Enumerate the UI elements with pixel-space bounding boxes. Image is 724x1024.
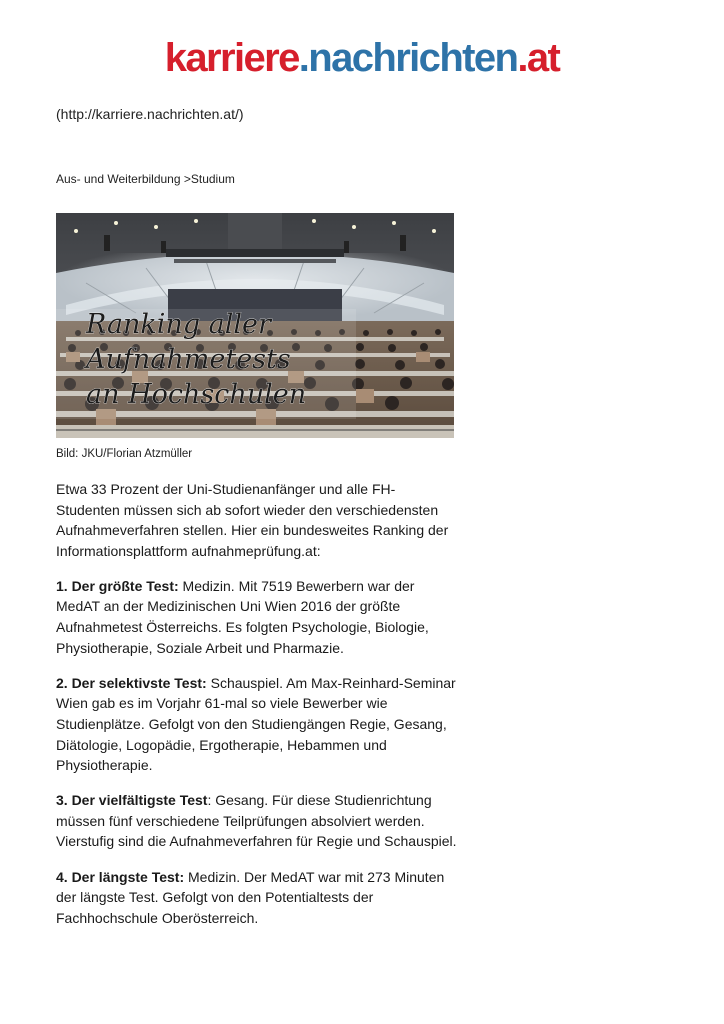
breadcrumb[interactable]: Aus- und Weiterbildung >Studium xyxy=(56,172,235,186)
hero-title-line-1: Ranking aller xyxy=(86,309,271,340)
ranking-item-3-label: 3. Der vielfältigste Test xyxy=(56,792,208,809)
intro-paragraph: Etwa 33 Prozent der Uni-Studienanfänger und alle FH-Studenten müssen sich ab sofort wieder den verschiedensten Aufnahmeverfahren stellen. Hier ein bundesweites Ranking der Informationsplattform aufnahmeprüfung.at: xyxy=(56,481,449,559)
ranking-item-4-label: 4. Der längste Test: xyxy=(56,868,185,885)
article-body xyxy=(56,479,458,943)
ranking-item-2 xyxy=(56,673,458,776)
ranking-item-2-label: 2. Der selektivste Test: xyxy=(56,674,207,691)
hero-title-line-2: Aufnahmetests xyxy=(86,344,291,375)
logo-karriere: karriere xyxy=(164,36,299,80)
ranking-item-1 xyxy=(56,576,458,658)
ranking-item-3-text: : Gesang. Für diese Studienrichtung müssen fünf verschiedene Teilprüfungen absolviert werden. Vierstufig sind die Aufnahmeverfahren für Regie und Schauspiel. xyxy=(56,792,457,850)
image-caption: Bild: JKU/Florian Atzmüller xyxy=(56,448,193,460)
ranking-item-4 xyxy=(56,867,458,929)
site-logo[interactable] xyxy=(0,34,724,82)
logo-nachrichten: .nachrichten xyxy=(298,36,518,80)
source-url[interactable]: (http://karriere.nachrichten.at/) xyxy=(56,106,244,122)
ranking-item-1-text: Medizin. Mit 7519 Bewerbern war der MedAT an der Medizinischen Uni Wien 2016 der größte Aufnahmetest Österreichs. Es folgten Psychologie, Biologie, Physiotherapie, Soziale Arbeit und Pharmazie. xyxy=(56,577,429,656)
lecture-hall-photo xyxy=(56,213,454,438)
hero-title-line-3: an Hochschulen xyxy=(86,379,307,410)
hero-image xyxy=(56,213,454,438)
ranking-item-3 xyxy=(56,790,458,852)
ranking-item-1-label: 1. Der größte Test: xyxy=(56,577,179,594)
logo-at: .at xyxy=(517,36,560,80)
ranking-item-2-text: Schauspiel. Am Max-Reinhard-Seminar Wien gab es im Vorjahr 61-mal so viele Bewerber wie Studienplätze. Gefolgt von den Studiengängen Regie, Gesang, Diätologie, Logopädie, Ergotherapie, Hebammen und Physiotherapie. xyxy=(56,674,456,774)
ranking-item-4-text: Medizin. Der MedAT war mit 273 Minuten der längste Test. Gefolgt von den Potentialtests der Fachhochschule Oberösterreich. xyxy=(56,868,445,926)
